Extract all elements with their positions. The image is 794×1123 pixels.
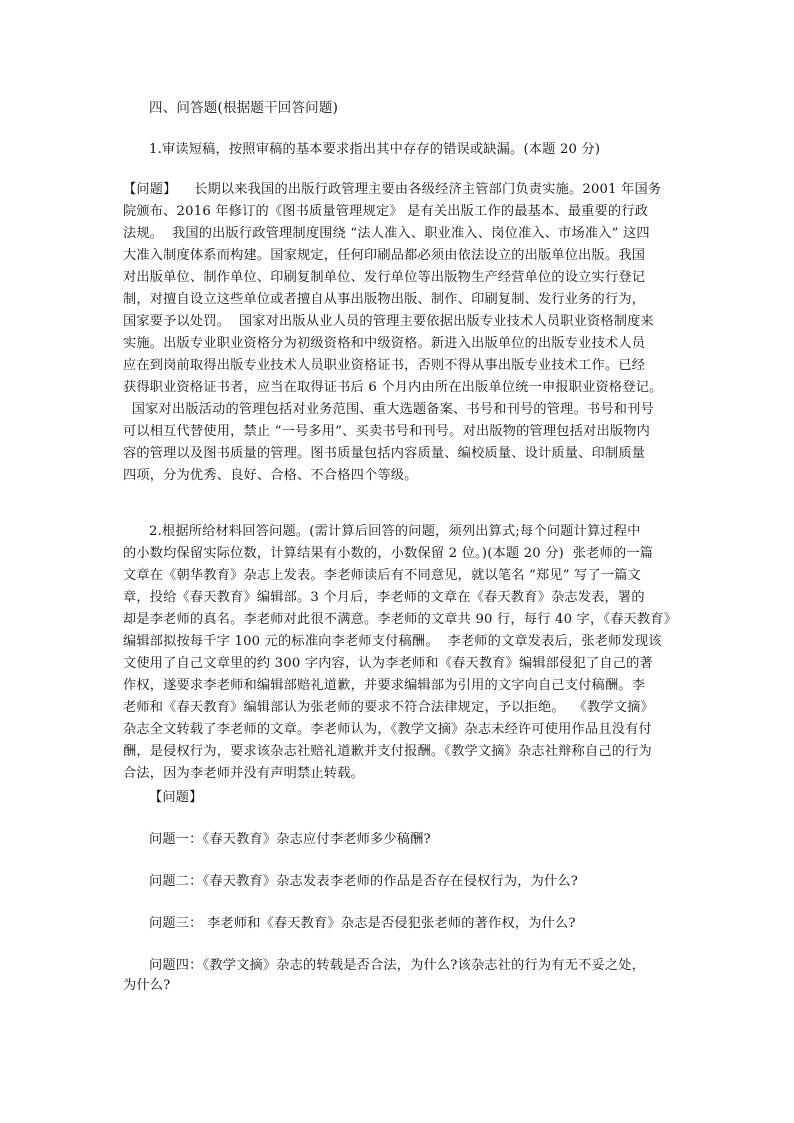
question-item: 问题三： 李老师和《春天教育》杂志是否侵犯张老师的著作权，为什么? xyxy=(149,916,576,931)
q1-line: 可以相互代替使用，禁止 “一号多用”、买卖书号和刊号。对出版物的管理包括对出版物内 xyxy=(123,424,650,439)
section-title: 四、问答题(根据题干回答问题) xyxy=(149,100,339,116)
q2-line: 杂志全文转载了李老师的文章。李老师认为，《教学文摘》杂志未经许可使用作品且没有付 xyxy=(123,722,652,737)
question-item: 问题四：《教学文摘》杂志的转载是否合法，为什么?该杂志社的行为有无不妥之处， xyxy=(149,958,646,973)
question-item-continuation: 为什么? xyxy=(123,978,171,993)
q1-line: 应在到岗前取得出版专业技术人员职业资格证书，否则不得从事出版专业技术工作。已经 xyxy=(123,358,646,373)
q1-line: 国家对出版活动的管理包括对业务范围、重大选题备案、书号和刊号的管理。书号和刊号 xyxy=(123,402,654,417)
q1-line: 国家要予以处罚。 国家对出版从业人员的管理主要依据出版专业技术人员职业资格制度来 xyxy=(123,314,654,329)
q1-line: 制，对擅自设立这些单位或者擅自从事出版物出版、制作、印刷复制、发行业务的行为， xyxy=(123,292,646,307)
question-item: 问题二：《春天教育》杂志发表李老师的作品是否存在侵权行为，为什么? xyxy=(149,874,579,889)
q2-line: 作权，遂要求李老师和编辑部赔礼道歉，并要求编辑部为引用的文字向自己支付稿酬。李 xyxy=(123,678,646,693)
q1-line: 四项，分为优秀、良好、合格、不合格四个等级。 xyxy=(123,468,418,483)
q2-line: 的小数均保留实际位数，计算结果有小数的，小数保留 2 位。)(本题 20 分) 张老师的一篇 xyxy=(123,546,654,561)
q1-line: 院颁布、2016 年修订的《图书质量管理规定》 是有关出版工作的最基本、最重要的行政 xyxy=(123,204,649,219)
q1-line: 法规。 我国的出版行政管理制度围绕 “法人准入、职业准入、岗位准入、市场准入” 这四 xyxy=(123,226,650,241)
q2-line: 却是李老师的真名。李老师对此很不满意。李老师的文章共 90 行，每行 40 字，《春天教育》 xyxy=(123,612,678,627)
question-item: 问题一：《春天教育》杂志应付李老师多少稿酬? xyxy=(149,832,431,847)
q2-line: 章，投给《春天教育》编辑部。3 个月后，李老师的文章在《春天教育》杂志发表，署的 xyxy=(123,590,645,605)
q2-line: 文使用了自己文章里的约 300 字内容，认为李老师和《春天教育》编辑部侵犯了自己的著 xyxy=(123,656,653,671)
problem-label: 【问题】 xyxy=(149,790,203,805)
q2-line: 合法，因为李老师并没有声明禁止转载。 xyxy=(123,766,364,781)
q1-line: 获得职业资格证书者，应当在取得证书后 6 个月内由所在出版单位统一申报职业资格登记。 xyxy=(123,380,663,395)
q2-line: 编辑部拟按每千字 100 元的标准向李老师支付稿酬。 李老师的文章发表后，张老师发现该 xyxy=(123,634,662,649)
q1-line: 大准入制度体系而构建。国家规定，任何印刷品都必须由依法设立的出版单位出版。我国 xyxy=(123,248,646,263)
q2-line: 老师和《春天教育》编辑部认为张老师的要求不符合法律规定，予以拒绝。 《教学文摘》 xyxy=(123,700,654,715)
question-1-heading: 1.审读短稿，按照审稿的基本要求指出其中存存的错误或缺漏。(本题 20 分) xyxy=(149,142,601,157)
q2-line: 2.根据所给材料回答问题。(需计算后回答的问题，须列出算式;每个问题计算过程中 xyxy=(149,524,641,539)
q2-line: 酬，是侵权行为，要求该杂志社赔礼道歉并支付报酬。《教学文摘》杂志社辩称自己的行为 xyxy=(123,744,652,759)
q2-line: 文章在《朝华教育》杂志上发表。李老师读后有不同意见，就以笔名 “郑见” 写了一篇文 xyxy=(123,568,642,583)
q1-line: 【问题】 长期以来我国的出版行政管理主要由各级经济主管部门负责实施。2001 年国务 xyxy=(123,182,662,197)
q1-line: 容的管理以及图书质量的管理。图书质量包括内容质量、编校质量、设计质量、印制质量 xyxy=(123,446,646,461)
q1-line: 对出版单位、制作单位、印刷复制单位、发行单位等出版物生产经营单位的设立实行登记 xyxy=(123,270,646,285)
q1-line: 实施。出版专业职业资格分为初级资格和中级资格。新进入出版单位的出版专业技术人员 xyxy=(123,336,646,351)
